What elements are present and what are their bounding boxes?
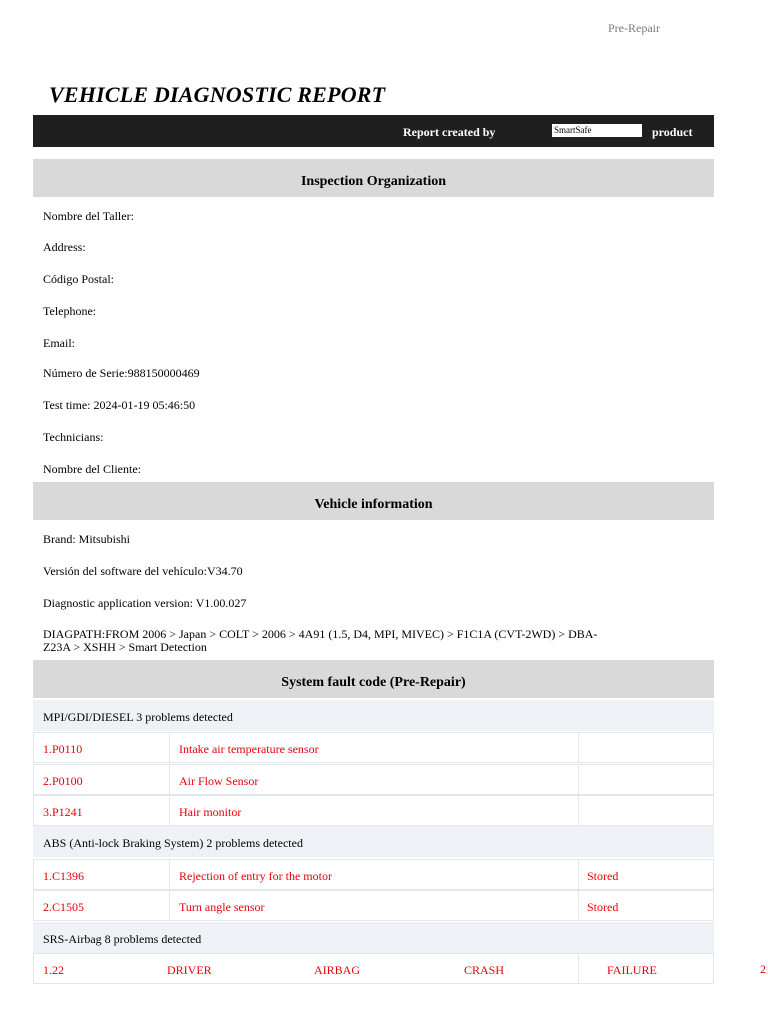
- field-diagpath: DIAGPATH:FROM 2006 > Japan > COLT > 2006 > 4A91 (1.5, D4, MPI, MIVEC) > F1C1A (CVT-2WD) > DBA-Z23A > XSHH > Smart Detection: [43, 627, 598, 654]
- column-divider: [169, 860, 170, 889]
- field-serial-number: Número de Serie:988150000469: [43, 366, 200, 380]
- fault-code: 1.P0110: [43, 742, 83, 756]
- field-technicians: Technicians:: [43, 430, 104, 444]
- product-label: product: [652, 125, 693, 139]
- fault-row: [33, 795, 714, 826]
- fault-code: 1.C1396: [43, 869, 85, 883]
- column-divider: [169, 733, 170, 762]
- field-customer-name: Nombre del Cliente:: [43, 462, 141, 476]
- column-divider: [169, 765, 170, 794]
- pre-repair-tag: Pre-Repair: [608, 21, 660, 35]
- fault-code: 2.P0100: [43, 774, 83, 788]
- column-divider: [169, 796, 170, 825]
- field-vehicle-software-version: Versión del software del vehículo:V34.70: [43, 564, 243, 578]
- fault-status: Stored: [587, 900, 619, 914]
- fault-word: FAILURE: [607, 963, 657, 977]
- fault-word: AIRBAG: [314, 963, 361, 977]
- brand-input-box: SmartSafe: [552, 124, 642, 137]
- fault-group-srs-airbag: SRS-Airbag 8 problems detected: [33, 922, 714, 953]
- fault-word: DRIVER: [167, 963, 212, 977]
- fault-description: Rejection of entry for the motor: [179, 869, 332, 883]
- fault-group-abs: ABS (Anti-lock Braking System) 2 problems detected: [33, 826, 714, 857]
- column-divider: [578, 796, 579, 825]
- report-title: VEHICLE DIAGNOSTIC REPORT: [49, 82, 386, 107]
- fault-code: 2.C1505: [43, 900, 85, 914]
- report-banner: [33, 115, 714, 147]
- vehicle-section-header: Vehicle information: [33, 482, 714, 520]
- fault-word: CRASH: [464, 963, 505, 977]
- column-divider: [578, 733, 579, 762]
- fault-description: Turn angle sensor: [179, 900, 265, 914]
- fault-row: [33, 764, 714, 795]
- field-brand: Brand: Mitsubishi: [43, 532, 131, 546]
- fault-status: Stored: [587, 869, 619, 883]
- field-postal-code: Código Postal:: [43, 272, 115, 286]
- fault-row: [33, 859, 714, 890]
- fault-description: Hair monitor: [179, 805, 242, 819]
- column-divider: [578, 860, 579, 889]
- fault-section-header: System fault code (Pre-Repair): [33, 660, 714, 698]
- fault-row: [33, 953, 714, 984]
- column-divider: [169, 891, 170, 920]
- field-diagnostic-app-version: Diagnostic application version: V1.00.027: [43, 596, 247, 610]
- field-address: Address:: [43, 240, 86, 254]
- overflow-number: 2: [760, 962, 766, 976]
- fault-description: Intake air temperature sensor: [179, 742, 319, 756]
- field-workshop-name: Nombre del Taller:: [43, 209, 134, 223]
- fault-code: 1.22: [43, 963, 64, 977]
- column-divider: [578, 891, 579, 920]
- field-telephone: Telephone:: [43, 304, 97, 318]
- field-email: Email:: [43, 336, 75, 350]
- fault-description: Air Flow Sensor: [179, 774, 259, 788]
- column-divider: [578, 765, 579, 794]
- field-test-time: Test time: 2024-01-19 05:46:50: [43, 398, 196, 412]
- fault-row: [33, 890, 714, 921]
- report-created-by-label: Report created by: [403, 125, 496, 139]
- column-divider: [578, 954, 579, 983]
- fault-code: 3.P1241: [43, 805, 83, 819]
- inspection-section-header: Inspection Organization: [33, 159, 714, 197]
- fault-row: [33, 732, 714, 763]
- fault-group-mpi: MPI/GDI/DIESEL 3 problems detected: [33, 700, 714, 731]
